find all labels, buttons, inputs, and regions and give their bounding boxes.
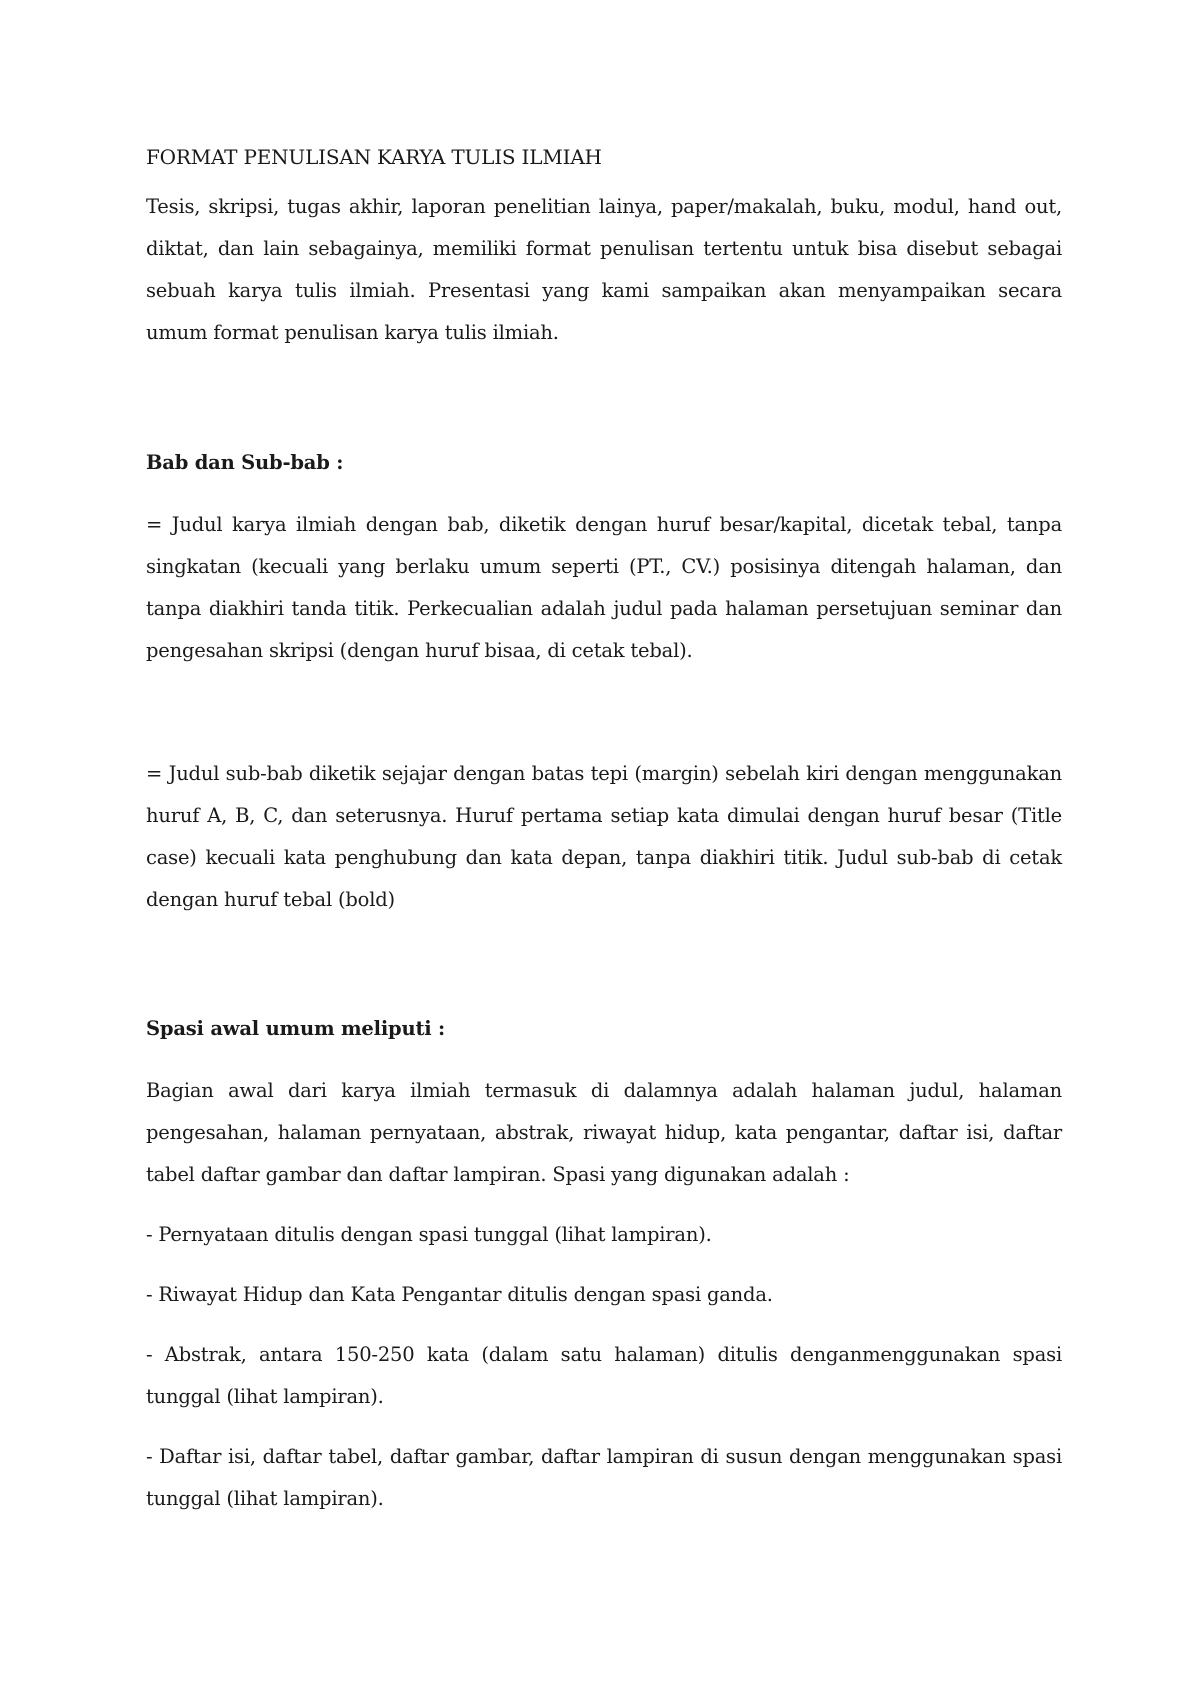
section1-paragraph-2: = Judul sub-bab diketik sejajar dengan batas tepi (margin) sebelah kiri dengan menggunakan huruf A, B, C, dan seterusnya. Huruf pertama setiap kata dimulai dengan huruf besar (Title case) kecuali kata penghubung dan kata depan, tanpa diakhiri titik. Judul sub-bab di cetak dengan huruf tebal (bold) (146, 762, 1062, 911)
section2-paragraph: Bagian awal dari karya ilmiah termasuk di dalamnya adalah halaman judul, halaman pengesahan, halaman pernyataan, abstrak, riwayat hidup, kata pengantar, daftar isi, daftar tabel daftar gambar dan daftar lampiran. Spasi yang digunakan adalah : (146, 1079, 1062, 1186)
section-heading-spasi: Spasi awal umum meliputi : (146, 1017, 446, 1040)
list-item: - Pernyataan ditulis dengan spasi tunggal (lihat lampiran). (146, 1223, 712, 1246)
section1-paragraph-1: = Judul karya ilmiah dengan bab, diketik dengan huruf besar/kapital, dicetak tebal, tanpa singkatan (kecuali yang berlaku umum seperti (PT., CV.) posisinya ditengah halaman, dan tanpa diakhiri tanda titik. Perkecualian adalah judul pada halaman persetujuan seminar dan pengesahan skripsi (dengan huruf bisaa, di cetak tebal). (146, 513, 1062, 662)
intro-paragraph: Tesis, skripsi, tugas akhir, laporan penelitian lainya, paper/makalah, buku, modul, hand out, diktat, dan lain sebagainya, memiliki format penulisan tertentu untuk bisa disebut sebagai sebuah karya tulis ilmiah. Presentasi yang kami sampaikan akan menyampaikan secara umum format penulisan karya tulis ilmiah. (146, 195, 1062, 344)
document-page (146, 142, 1062, 1520)
list-item: - Abstrak, antara 150-250 kata (dalam satu halaman) ditulis denganmenggunakan spasi tunggal (lihat lampiran). (146, 1343, 1062, 1408)
list-item: - Riwayat Hidup dan Kata Pengantar ditulis dengan spasi ganda. (146, 1283, 773, 1306)
list-item: - Daftar isi, daftar tabel, daftar gambar, daftar lampiran di susun dengan menggunakan spasi tunggal (lihat lampiran). (146, 1445, 1062, 1510)
section-heading-bab: Bab dan Sub-bab : (146, 451, 344, 474)
document-title: FORMAT PENULISAN KARYA TULIS ILMIAH (146, 145, 602, 169)
